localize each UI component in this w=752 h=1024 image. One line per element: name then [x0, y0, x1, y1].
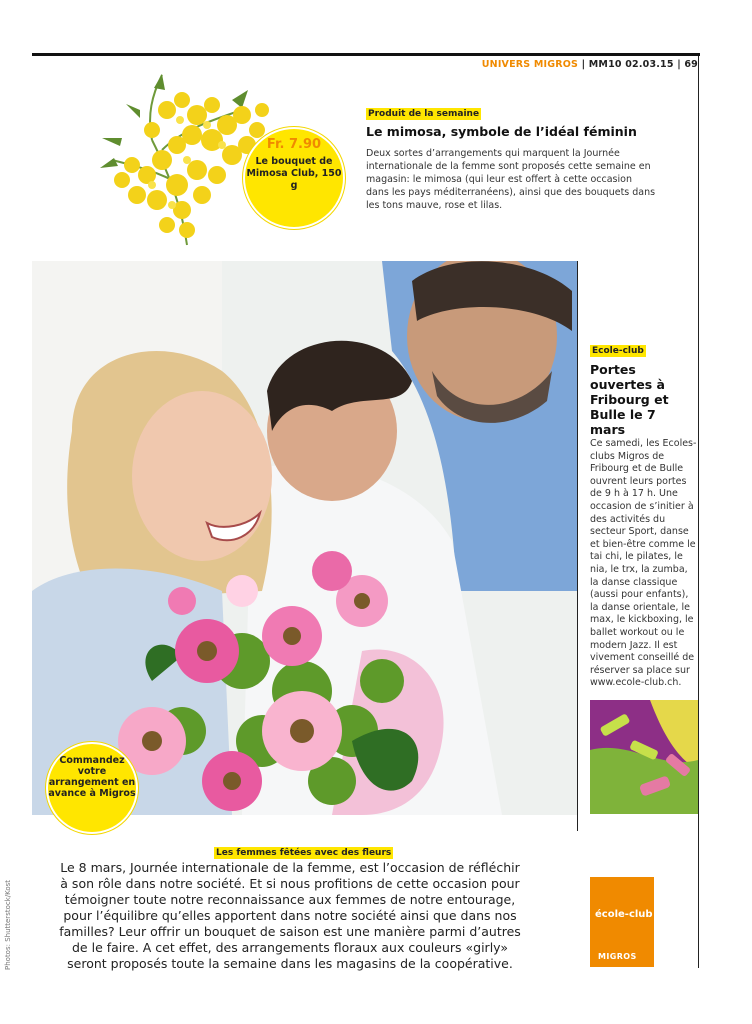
- article-tag: Les femmes fêtées avec des fleurs: [216, 848, 392, 858]
- page-header: [470, 59, 698, 70]
- migros-logo-text: MIGROS: [598, 952, 637, 961]
- photo-separator: [577, 261, 578, 831]
- price: Fr. 7.90: [266, 137, 322, 152]
- ecole-club-tag: Ecole-club: [592, 346, 644, 356]
- price-description: Le bouquet de Mimosa Club, 150 g: [246, 156, 342, 191]
- photo-credits: [4, 879, 18, 970]
- ecole-club-text: Ce samedi, les Ecoles-clubs Migros de Fribourg et de Bulle ouvrent leurs portes de 9 h à 17 h. Une occasion de s’initier à des activités du secteur Sport, danse et bien-être comme le tai chi, le pilates, le nia, le trx, la zumba, la danse classique (aussi pour enfants), la danse orientale, le max, le kickboxing, le ballet workout ou le modern Jazz. Il est vivement conseillé de réserver sa place sur www.ecole-club.ch.: [590, 438, 697, 689]
- product-of-week-tag: Produit de la semaine: [368, 109, 480, 119]
- price-badge: [243, 127, 345, 229]
- fitness-equipment-image: [590, 700, 698, 814]
- ecole-club-logo-name: école-club: [595, 909, 653, 920]
- product-text: Deux sortes d’arrangements qui marquent la Journée internationale de la femme sont proposés cette semaine en magasin: le mimosa (qui leur est offert à cette occasion dans les pays méditerranéens), ainsi que des bouquets dans les tons mauve, rose et lilas.: [366, 148, 656, 211]
- section-label: UNIVERS MIGROS: [481, 59, 579, 70]
- header-separator-2: |: [673, 59, 685, 70]
- family-photo: [32, 261, 577, 815]
- page-number: 69: [684, 59, 698, 70]
- issue-label: MM10 02.03.15: [588, 59, 674, 70]
- article-text: Le 8 mars, Journée internationale de la femme, est l’occasion de réfléchir à son rôle dans notre société. Et si nous profitions de cette occasion pour témoigner toute notre reconnaissance aux femmes de notre entourage, pour l’équilibre qu’elles apportent dans notre société ainsi que dans nos familles? Leur offrir un bouquet de saison est une manière parmi d’autres de le faire. A cet effet, des arrangements floraux aux couleurs «girly» seront proposés toute la semaine dans les magasins de la coopérative.: [59, 860, 521, 971]
- photo-credits-text: Photos: Shutterstock/Kost: [4, 879, 12, 970]
- product-headline: Le mimosa, symbole de l’idéal féminin: [366, 124, 637, 139]
- ecole-club-headline: Portes ouvertes à Fribourg et Bulle le 7 mars: [590, 362, 669, 437]
- column-rule: [698, 56, 699, 968]
- ecole-club-logo: [590, 877, 654, 967]
- top-rule: [32, 53, 700, 56]
- header-separator: |: [578, 59, 589, 70]
- order-badge: Commandez votre arrangement en avance à Migros: [46, 742, 138, 834]
